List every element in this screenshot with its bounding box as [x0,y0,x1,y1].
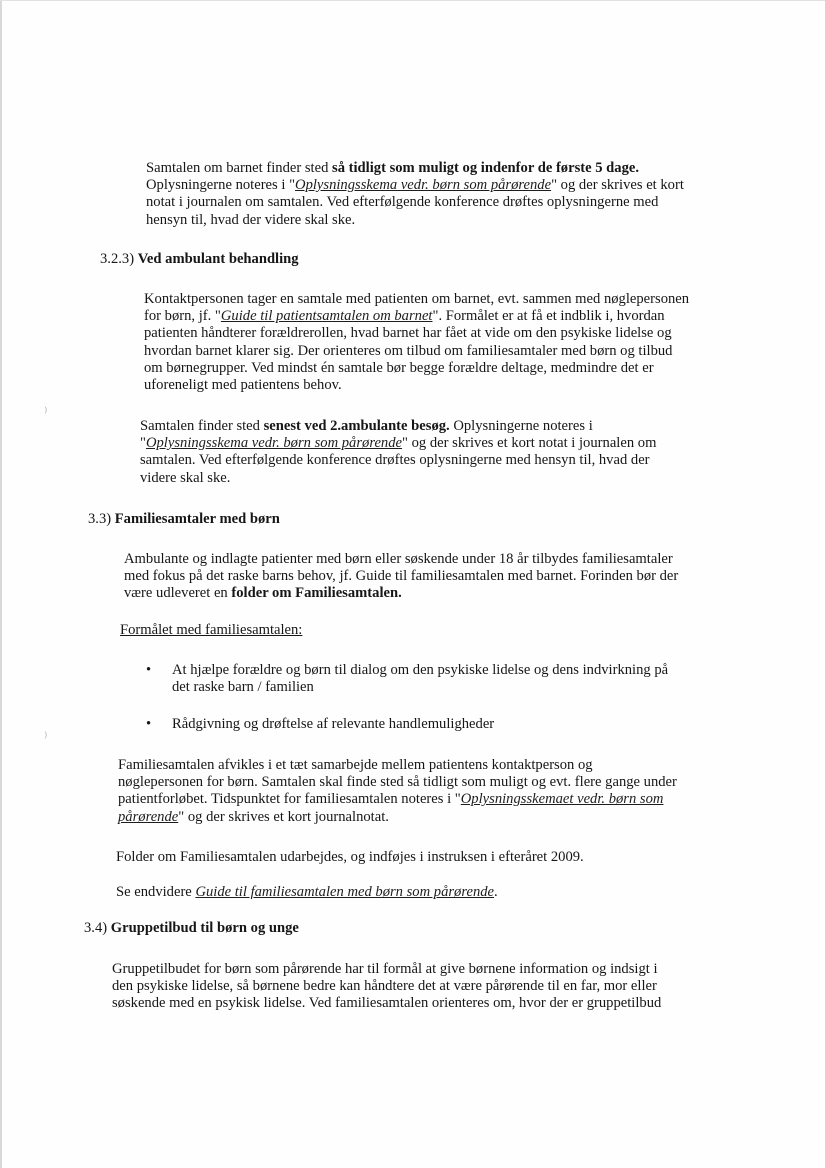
text-line [144,308,739,325]
section-heading-3-3 [88,511,280,528]
oplysningsskema-link[interactable]: Oplysningsskema vedr. børn som pårørende [295,177,552,194]
bold-text: senest ved 2.ambulante besøg. [263,418,450,434]
text-line: hensyn til, hvad der videre skal ske. [146,211,356,228]
oplysningsskema-link[interactable]: Oplysningsskema vedr. børn som pårørende [145,435,403,452]
section-title: Ved ambulant behandling [137,251,299,267]
text-line: Gruppetilbudet for børn som pårørende har til formål at give børnene information og indsigt i [112,961,658,977]
paragraph-3-3-b [118,757,730,826]
text-line [140,418,712,435]
section-heading-3-2-3 [100,251,299,268]
section-number: 3.2.3) [100,251,135,267]
purpose-label [120,622,302,639]
text-line [146,177,706,194]
text-line: Folder om Familiesamtalen udarbejdes, og indføjes i instruksen i efteråret 2009. [116,849,584,865]
text-line: hvordan barnet klarer sig. Der orienteres om tilbud om familiesamtaler med børn og tilbud [144,342,673,359]
text-run: være udleveret en [124,585,232,602]
oplysningsskemaet-link[interactable]: Oplysningsskemaet vedr. børn som [460,791,664,808]
paragraph-3-3-c [116,849,584,866]
bullet-item [146,716,726,734]
text-run: Samtalen om barnet finder sted [146,160,333,176]
bullet-text [172,662,668,696]
text-run: Oplysningerne noteres i [449,418,593,434]
intro-paragraph [146,160,706,229]
section-number: 3.4) [84,920,108,936]
text-line: den psykiske lidelse, så børnene bedre kan håndtere det at være pårørende til en far, mor eller [112,978,657,995]
bold-text: folder om Familiesamtalen. [231,585,402,602]
text-line [124,585,732,602]
text-line: videre skal ske. [140,469,231,486]
section-title: Gruppetilbud til børn og unge [110,920,299,936]
paragraph-3-2-3-a [144,291,739,394]
scan-edge-top [0,0,825,1]
paragraph-3-3-a [124,551,732,603]
paragraph-3-2-3-b [140,418,712,487]
text-line: At hjælpe forældre og børn til dialog om den psykiske lidelse og dens indvirkning på [172,662,669,678]
text-line: samtalen. Ved efterfølgende konference drøftes oplysningerne med hensyn til, hvad der [140,452,650,469]
text-run: Samtalen finder sted [140,418,264,434]
text-run: patientforløbet. Tidspunktet for familiesamtalen noteres i " [118,791,461,808]
text-line [140,435,712,452]
bold-text: så tidligt som muligt og indenfor de første 5 dage. [332,160,640,176]
text-run: Oplysningerne noteres i " [146,177,296,194]
section-heading-3-4 [84,920,299,937]
text-line: notat i journalen om samtalen. Ved efterfølgende konference drøftes oplysningerne med [146,194,659,211]
guide-patientsamtalen-link[interactable]: Guide til patientsamtalen om barnet [220,308,433,325]
text-run: " [140,435,146,452]
text-run: ". Formålet er at få et indblik i, hvordan [432,308,665,325]
text-line: med fokus på det raske barns behov, jf. Guide til familiesamtalen med barnet. Forinden bør der [124,568,679,585]
text-line [146,160,706,177]
text-line: Kontaktpersonen tager en samtale med patienten om barnet, evt. sammen med nøglepersonen [144,291,690,307]
text-run: " og der skrives et kort notat i journalen om [402,435,657,452]
bullet-item [146,662,726,698]
guide-familiesamtalen-link[interactable]: Guide til familiesamtalen med børn som pårørende [195,884,495,900]
text-run: " og der skrives et kort [551,177,684,194]
purpose-label-text: Formålet med familiesamtalen: [120,622,303,638]
text-line: uforeneligt med patientens behov. [144,377,342,394]
text-line: patienten håndterer forældrerollen, hvad barnet har fået at vide om den psykiske lidelse og [144,325,672,342]
bullet-text: Rådgivning og drøftelse af relevante handlemuligheder [172,716,495,732]
text-run: Se endvidere [116,884,196,900]
text-line: Familiesamtalen afvikles i et tæt samarbejde mellem patientens kontaktperson og [118,757,593,773]
paragraph-3-3-d [116,884,498,901]
text-line: Ambulante og indlagte patienter med børn eller søskende under 18 år tilbydes familiesamtaler [124,551,673,567]
bullet-dot-icon: • [146,716,152,732]
text-run: " og der skrives et kort journalnotat. [178,808,389,825]
text-run: . [494,884,498,900]
text-line: søskende med en psykisk lidelse. Ved familiesamtalen orienteres om, hvor der er gruppetilbud [112,995,662,1012]
text-line: om børnegrupper. Ved mindst én samtale bør begge forældre deltage, medmindre det er [144,359,654,376]
paragraph-3-4 [112,961,722,1013]
text-line: det raske barn / familien [172,679,314,696]
bullet-dot-icon: • [146,662,152,678]
scan-speck: ⁾ [44,730,48,746]
section-number: 3.3) [88,511,112,527]
text-line [118,791,730,808]
text-run: for børn, jf. " [144,308,221,325]
section-title: Familiesamtaler med børn [114,511,280,527]
scan-speck: ⁾ [44,405,48,421]
oplysningsskemaet-link[interactable]: pårørende [118,808,179,825]
text-line [118,809,730,826]
text-line: nøglepersonen for børn. Samtalen skal finde sted så tidligt som muligt og evt. flere gange under [118,774,677,791]
scan-edge-left [0,0,2,1168]
